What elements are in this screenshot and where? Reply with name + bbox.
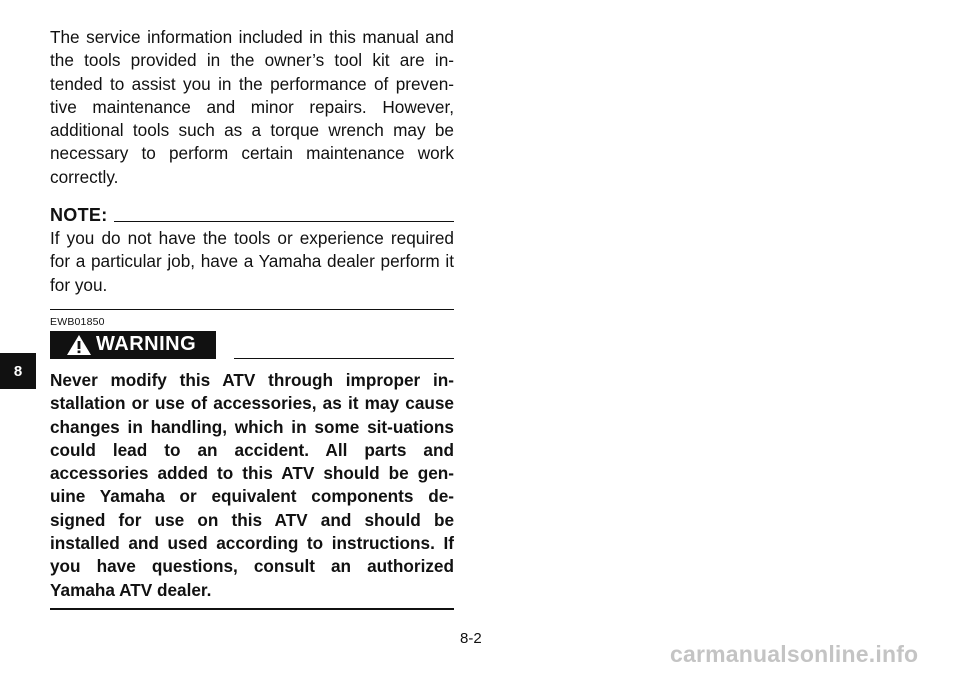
warning-header <box>50 331 454 359</box>
note-text: If you do not have the tools or experience required for a particular job, have a Yamaha dealer perform it for you. <box>50 228 454 295</box>
note-label: NOTE: <box>50 205 108 226</box>
warning-code: EWB01850 <box>50 315 105 328</box>
warning-text: Never modify this ATV through improper in-stallation or use of accessories, as it may cause changes in handling, which in some sit-uations could lead to an accident. All parts and accessories added to this ATV should be gen-uine Yamaha or equivalent components de-signed for use on this ATV and should be installed and used according to instructions. If you have questions, consult an authorized Yamaha ATV dealer. <box>50 369 454 600</box>
warning-end-divider <box>50 608 454 610</box>
warning-badge <box>50 331 216 359</box>
intro-paragraph: The service information included in this manual and the tools provided in the owner’s tool kit are in-tended to assist you in the performance of preven-tive maintenance and minor repairs. However, additional tools such as a torque wrench may be necessary to perform certain maintenance work correctly. <box>50 27 454 187</box>
note-divider <box>114 221 455 222</box>
warning-divider <box>234 358 454 359</box>
chapter-number: 8 <box>13 362 23 380</box>
chapter-tab <box>0 353 36 389</box>
warning-triangle-icon <box>66 334 92 356</box>
note-header <box>50 204 454 226</box>
content-column <box>50 26 454 610</box>
watermark: carmanualsonline.info <box>670 641 919 667</box>
note-end-divider <box>50 309 454 310</box>
page-number: 8-2 <box>460 630 482 647</box>
warning-label: WARNING <box>96 333 197 356</box>
